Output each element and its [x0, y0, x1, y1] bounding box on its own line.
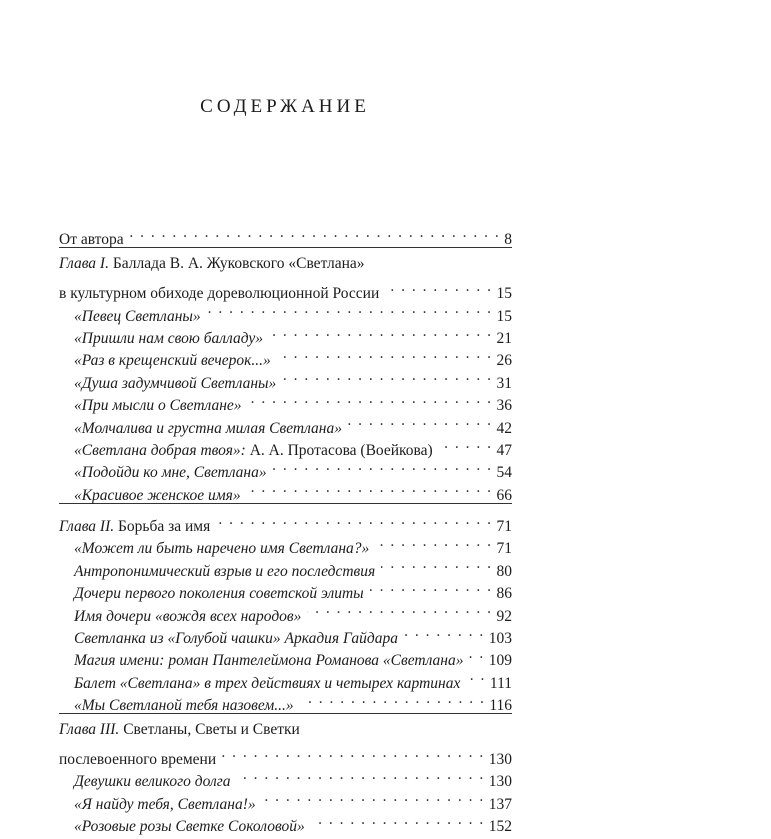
toc-page-number: 26	[496, 352, 512, 370]
table-of-contents	[59, 222, 512, 836]
dot-leader	[307, 598, 492, 620]
toc-entry-label: «При мысли о Светлане»	[74, 397, 242, 415]
toc-page-number: 54	[496, 464, 512, 482]
toc-page-number: 103	[488, 630, 512, 648]
toc-entry-label: «Мы Светланой тебя назовем...»	[74, 697, 294, 715]
toc-entry-label: Дочери первого поколения советской элиты	[74, 585, 364, 603]
chapter-heading-line	[59, 742, 512, 768]
dot-leader	[273, 455, 493, 477]
toc-page-number: 116	[489, 697, 512, 715]
toc-chapter-2	[59, 509, 512, 715]
toc-entry-label: «Пришли нам свою балладу»	[74, 329, 263, 347]
toc-entry-label: «Светлана добрая твоя»:	[74, 441, 246, 459]
toc-page-number: 130	[488, 773, 512, 791]
chapter-heading-line	[59, 509, 512, 536]
toc-entry-label: Девушки великого долга	[74, 773, 231, 791]
section-divider	[59, 247, 512, 248]
chapter-title-cont: послевоенного времени	[59, 750, 217, 768]
page-title: СОДЕРЖАНИЕ	[200, 96, 370, 117]
dot-leader	[277, 343, 493, 365]
toc-page-number: 15	[496, 285, 512, 303]
toc-page-number: 130	[488, 750, 512, 768]
toc-page-number: 71	[496, 540, 512, 558]
toc-page-number: 137	[488, 795, 512, 813]
toc-chapter-3	[59, 719, 512, 836]
dot-leader	[248, 388, 493, 410]
dot-leader	[300, 688, 486, 710]
chapter-title: Светланы, Светы и Светки	[123, 721, 300, 739]
dot-leader	[381, 553, 492, 575]
toc-entry-label: Балет «Светлана» в трех действиях и четырех картинах	[74, 674, 461, 692]
toc-page-number: 21	[496, 329, 512, 347]
dot-leader	[262, 786, 485, 808]
toc-page-number: 66	[496, 486, 512, 504]
toc-entry-label: Имя дочери «вождя всех народов»	[74, 607, 302, 625]
dot-leader	[216, 509, 492, 531]
toc-page-number: 47	[496, 441, 512, 459]
toc-entry-label: Магия имени: роман Пантелеймона Романова «Светлана»	[74, 652, 464, 670]
toc-page-number: 42	[496, 419, 512, 437]
toc-page-number: 71	[496, 518, 512, 536]
chapter-title: Баллада В. А. Жуковского «Светлана»	[112, 255, 365, 273]
dot-leader	[311, 809, 485, 831]
toc-page-number: 109	[488, 652, 512, 670]
toc-page-number: 86	[496, 585, 512, 603]
toc-entry-label: Светланка из «Голубой чашки» Аркадия Гайдара	[74, 630, 399, 648]
dot-leader	[375, 531, 492, 553]
dot-leader	[404, 621, 485, 643]
toc-page-number: 36	[496, 397, 512, 415]
toc-entry-label: «Я найду тебя, Светлана!»	[74, 795, 256, 813]
dot-leader	[237, 764, 485, 786]
dot-leader	[207, 298, 493, 320]
toc-page-number: 31	[496, 374, 512, 392]
dot-leader	[247, 477, 493, 499]
chapter-heading-line	[59, 253, 512, 275]
toc-entry-label: «Розовые розы Светке Соколовой»	[74, 818, 305, 836]
toc-entry-label: От автора	[59, 231, 124, 249]
toc-entry-label: «Красивое женское имя»	[74, 486, 241, 504]
dot-leader	[348, 410, 493, 432]
chapter-title-cont: в культурном обиходе дореволюционной России	[59, 285, 380, 303]
toc-entry-label-upright: А. А. Протасова (Воейкова)	[249, 441, 433, 459]
dot-leader	[385, 276, 492, 298]
chapter-title: Борьба за имя	[118, 518, 211, 536]
toc-entry-label: Антропонимический взрыв и его последствия	[74, 562, 376, 580]
dot-leader	[370, 576, 493, 598]
toc-entry-label: «Может ли быть наречено имя Светлана?»	[74, 540, 370, 558]
chapter-number: Глава III.	[59, 721, 120, 739]
dot-leader	[222, 742, 485, 764]
dot-leader	[130, 222, 501, 244]
dot-leader	[282, 365, 492, 387]
toc-entry-label: «Раз в крещенский вечерок...»	[74, 352, 271, 370]
toc-page-number: 8	[504, 231, 512, 249]
chapter-heading-line	[59, 276, 512, 303]
dot-leader	[469, 643, 484, 665]
chapter-heading-line	[59, 719, 512, 741]
chapter-number: Глава I.	[59, 255, 109, 273]
toc-page-number: 111	[489, 674, 512, 692]
toc-entry-label: «Певец Светланы»	[74, 307, 201, 325]
toc-entry-label: «Душа задумчивой Светланы»	[74, 374, 277, 392]
dot-leader	[269, 321, 493, 343]
toc-page-number: 92	[496, 607, 512, 625]
dot-leader	[466, 665, 486, 687]
toc-page-number: 80	[496, 562, 512, 580]
toc-page-number: 152	[488, 818, 512, 836]
toc-entry-label: «Подойди ко мне, Светлана»	[74, 464, 267, 482]
chapter-number: Глава II.	[59, 518, 115, 536]
toc-entry-intro	[59, 222, 512, 249]
dot-leader	[439, 433, 493, 455]
toc-chapter-1	[59, 253, 512, 504]
toc-entry-label: «Молчалива и грустна милая Светлана»	[74, 419, 342, 437]
toc-page-number: 15	[496, 307, 512, 325]
